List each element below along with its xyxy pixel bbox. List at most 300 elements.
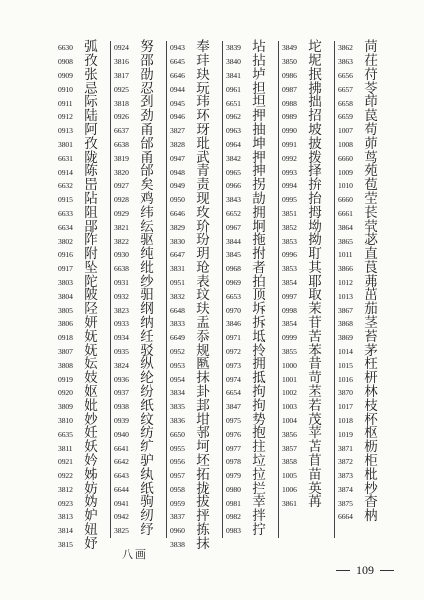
entry-character: 玠 — [196, 218, 210, 235]
entry-character: 玫 — [196, 204, 210, 221]
entry-code: 0937 — [114, 388, 129, 398]
entry-character: 矣 — [140, 177, 154, 194]
entry-code: 3824 — [114, 360, 129, 370]
entry-code: 3808 — [58, 360, 73, 370]
entry-character: 环 — [196, 108, 210, 125]
entry-character: 枥 — [364, 439, 378, 456]
entry-code: 3803 — [58, 277, 73, 287]
entry-code: 0931 — [114, 277, 129, 287]
entry-code: 0925 — [114, 84, 129, 94]
entry-code: 1007 — [338, 126, 353, 136]
entry-character: 妫 — [84, 494, 98, 511]
entry-character: 附 — [84, 246, 98, 263]
entry-code: 6638 — [114, 264, 129, 274]
entry-character: 坰 — [252, 218, 266, 235]
entry-character: 拆 — [252, 315, 266, 332]
entry-character: 枉 — [364, 356, 378, 373]
entry-code: 0920 — [58, 388, 73, 398]
entry-code: 0971 — [226, 333, 241, 343]
entry-character: 取 — [308, 287, 322, 304]
column-divider — [278, 41, 279, 538]
entry-code: 3822 — [114, 236, 129, 246]
entry-character: 劼 — [252, 190, 266, 207]
entry-character: 苤 — [308, 384, 322, 401]
entry-character: 坩 — [196, 411, 210, 428]
entry-code: 3807 — [58, 346, 73, 356]
entry-code: 0922 — [58, 471, 73, 481]
entry-character: 坷 — [196, 439, 210, 456]
entry-code: 1016 — [338, 374, 353, 384]
entry-character: 枢 — [364, 425, 378, 442]
entry-code: 1017 — [338, 402, 353, 412]
entry-character: 妣 — [84, 397, 98, 414]
entry-character: 纬 — [140, 204, 154, 221]
entry-code: 0960 — [170, 526, 185, 536]
entry-code: 0976 — [226, 429, 241, 439]
entry-character: 披 — [308, 135, 322, 152]
entry-code: 0990 — [282, 126, 297, 136]
entry-code: 6652 — [226, 208, 241, 218]
entry-code: 3847 — [226, 402, 241, 412]
entry-character: 忌 — [84, 80, 98, 97]
entry-character: 耶 — [308, 273, 322, 290]
entry-code: 0989 — [282, 112, 297, 122]
entry-character: 拙 — [308, 94, 322, 111]
entry-code: 0972 — [226, 346, 241, 356]
entry-code: 0929 — [114, 208, 129, 218]
entry-code: 0955 — [170, 443, 185, 453]
column-divider — [110, 41, 111, 538]
entry-character: 坤 — [252, 135, 266, 152]
entry-character: 责 — [196, 177, 210, 194]
entry-character: 苻 — [364, 66, 378, 83]
entry-code: 0950 — [170, 195, 185, 205]
entry-code: 6646 — [170, 70, 185, 80]
entry-code: 3853 — [282, 236, 297, 246]
entry-character: 驳 — [140, 342, 154, 359]
entry-character: 押 — [252, 149, 266, 166]
entry-code: 3809 — [58, 402, 73, 412]
entry-character: 坭 — [308, 52, 322, 69]
entry-character: 若 — [308, 397, 322, 414]
entry-character: 盂 — [196, 315, 210, 332]
entry-character: 武 — [196, 149, 210, 166]
entry-code: 0994 — [282, 181, 297, 191]
entry-character: 林 — [364, 384, 378, 401]
entry-character: 努 — [140, 39, 154, 56]
entry-code: 0908 — [58, 57, 73, 67]
index-entry — [338, 510, 379, 524]
entry-character: 纳 — [140, 315, 154, 332]
entry-code: 6664 — [338, 512, 353, 522]
entry-code: 3864 — [338, 222, 353, 232]
entry-code: 0933 — [114, 319, 129, 329]
entry-code: 1013 — [338, 291, 353, 301]
entry-character: 招 — [308, 108, 322, 125]
index-column-4 — [226, 41, 267, 538]
entry-character: 忍 — [140, 80, 154, 97]
entry-character: 忝 — [196, 328, 210, 345]
entry-character: 茉 — [308, 301, 322, 318]
entry-code: 0965 — [226, 167, 241, 177]
entry-character: 拘 — [252, 384, 266, 401]
entry-code: 0945 — [170, 98, 185, 108]
entry-code: 3851 — [282, 208, 297, 218]
entry-code: 0963 — [226, 126, 241, 136]
entry-code: 0947 — [170, 153, 185, 163]
entry-character: 苘 — [364, 39, 378, 56]
entry-code: 6634 — [58, 222, 73, 232]
entry-code: 0998 — [282, 305, 297, 315]
entry-character: 抿 — [308, 66, 322, 83]
entry-code: 3854 — [282, 277, 297, 287]
entry-code: 6661 — [338, 208, 353, 218]
entry-code: 0978 — [226, 457, 241, 467]
entry-character: 苫 — [308, 439, 322, 456]
entry-character: 纸 — [140, 480, 154, 497]
entry-code: 3842 — [226, 153, 241, 163]
entry-code: 0921 — [58, 457, 73, 467]
index-column-5 — [282, 41, 323, 510]
entry-code: 3871 — [338, 443, 353, 453]
entry-code: 0970 — [226, 305, 241, 315]
entry-character: 玟 — [196, 287, 210, 304]
index-column-3 — [170, 41, 211, 551]
entry-code: 3867 — [338, 305, 353, 315]
entry-character: 驱 — [140, 232, 154, 249]
entry-character: 拂 — [308, 80, 322, 97]
entry-character: 枝 — [364, 397, 378, 414]
entry-code: 3831 — [170, 264, 185, 274]
entry-character: 妊 — [84, 425, 98, 442]
entry-code: 0991 — [282, 139, 297, 149]
entry-code: 0973 — [226, 360, 241, 370]
entry-character: 纾 — [140, 522, 154, 539]
entry-character: 妨 — [84, 480, 98, 497]
entry-character: 抵 — [252, 370, 266, 387]
entry-code: 0958 — [170, 484, 185, 494]
entry-code: 6656 — [338, 70, 353, 80]
entry-code: 3823 — [114, 305, 129, 315]
entry-code: 0997 — [282, 291, 297, 301]
entry-character: 玥 — [196, 246, 210, 263]
entry-code: 3861 — [282, 498, 297, 508]
entry-character: 拎 — [252, 342, 266, 359]
entry-character: 纶 — [140, 370, 154, 387]
entry-code: 1014 — [338, 346, 353, 356]
entry-character: 坯 — [196, 453, 210, 470]
entry-code: 0975 — [226, 415, 241, 425]
entry-character: 玞 — [196, 301, 210, 318]
entry-character: 坨 — [308, 39, 322, 56]
entry-code: 1001 — [282, 374, 297, 384]
entry-code: 0938 — [114, 402, 129, 412]
entry-character: 茆 — [364, 135, 378, 152]
entry-character: 杪 — [364, 480, 378, 497]
entry-code: 3865 — [338, 236, 353, 246]
entry-code: 0952 — [170, 346, 185, 356]
entry-character: 姊 — [84, 466, 98, 483]
entry-character: 妤 — [84, 535, 98, 552]
entry-code: 6644 — [114, 484, 129, 494]
column-divider — [334, 41, 335, 538]
entry-code: 3811 — [58, 443, 73, 453]
entry-code: 0974 — [226, 374, 241, 384]
entry-character: 现 — [196, 190, 210, 207]
entry-code: 6654 — [226, 388, 241, 398]
entry-character: 陉 — [84, 301, 98, 318]
entry-code: 0934 — [114, 333, 129, 343]
entry-code: 0909 — [58, 70, 73, 80]
entry-code: 0959 — [170, 498, 185, 508]
entry-character: 郘 — [84, 218, 98, 235]
entry-code: 3869 — [338, 333, 353, 343]
entry-code: 3853 — [282, 264, 297, 274]
entry-code: 3837 — [170, 512, 185, 522]
index-entry — [170, 535, 211, 552]
entry-code: 0923 — [58, 498, 73, 508]
entry-code: 3839 — [226, 43, 241, 53]
index-entry — [114, 524, 155, 538]
entry-code: 3806 — [58, 319, 73, 329]
entry-code: 0910 — [58, 84, 73, 94]
entry-character: 张 — [84, 66, 98, 83]
entry-code: 3844 — [226, 236, 241, 246]
entry-code: 0969 — [226, 277, 241, 287]
entry-character: 苓 — [364, 80, 378, 97]
entry-character: 纯 — [140, 246, 154, 263]
entry-code: 0916 — [58, 250, 73, 260]
entry-character: 玢 — [196, 232, 210, 249]
entry-character: 纩 — [140, 439, 154, 456]
entry-character: 拧 — [252, 522, 266, 539]
entry-character: 枅 — [364, 370, 378, 387]
entry-character: 邰 — [140, 163, 154, 180]
entry-code: 3810 — [58, 415, 73, 425]
column-divider — [222, 41, 223, 538]
entry-character: 劭 — [140, 66, 154, 83]
entry-character: 妪 — [84, 384, 98, 401]
entry-character: 杳 — [364, 494, 378, 511]
column-divider — [166, 41, 167, 538]
entry-character: 玮 — [196, 94, 210, 111]
entry-code: 3817 — [114, 70, 129, 80]
entry-character: 纱 — [140, 273, 154, 290]
entry-character: 阿 — [84, 121, 98, 138]
entry-character: 苔 — [364, 328, 378, 345]
entry-character: 陇 — [84, 149, 98, 166]
entry-code: 0917 — [58, 264, 73, 274]
entry-code: 3852 — [282, 222, 297, 232]
entry-code: 3874 — [338, 484, 353, 494]
entry-code: 3843 — [226, 195, 241, 205]
entry-code: 0964 — [226, 139, 241, 149]
entry-code: 3801 — [58, 139, 73, 149]
entry-code: 3833 — [170, 319, 185, 329]
entry-character: 者 — [252, 259, 266, 276]
entry-character: 势 — [252, 411, 266, 428]
entry-character: 茎 — [364, 315, 378, 332]
entry-character: 孜 — [84, 135, 98, 152]
entry-code: 6660 — [338, 195, 353, 205]
entry-character: 拈 — [252, 52, 266, 69]
entry-character: 苒 — [308, 494, 322, 511]
entry-code: 0926 — [114, 112, 129, 122]
entry-code: 3854 — [282, 319, 297, 329]
entry-code: 3840 — [226, 57, 241, 67]
entry-character: 陀 — [84, 273, 98, 290]
entry-character: 妓 — [84, 370, 98, 387]
entry-code: 0936 — [114, 374, 129, 384]
entry-code: 0996 — [282, 250, 297, 260]
entry-character: 劲 — [140, 108, 154, 125]
entry-code: 0919 — [58, 374, 73, 384]
entry-character: 玭 — [196, 135, 210, 152]
entry-character: 苟 — [364, 121, 378, 138]
entry-character: 抬 — [308, 190, 322, 207]
entry-character: 妒 — [84, 508, 98, 525]
entry-character: 纲 — [140, 301, 154, 318]
entry-character: 茚 — [364, 94, 378, 111]
entry-character: 纵 — [140, 356, 154, 373]
entry-character: 妩 — [84, 342, 98, 359]
entry-code: 0993 — [282, 167, 297, 177]
entry-code: 3834 — [170, 388, 185, 398]
entry-code: 3873 — [338, 471, 353, 481]
entry-code: 3872 — [338, 457, 353, 467]
entry-code: 1018 — [338, 415, 353, 425]
entry-code: 3812 — [58, 484, 73, 494]
entry-code: 0979 — [226, 471, 241, 481]
index-column-6 — [338, 41, 379, 524]
entry-code: 6647 — [170, 250, 185, 260]
entry-code: 0957 — [170, 471, 185, 481]
entry-character: 押 — [252, 108, 266, 125]
index-column-1 — [58, 41, 99, 551]
entry-code: 0911 — [58, 98, 73, 108]
entry-character: 抽 — [252, 121, 266, 138]
entry-code: 1006 — [282, 484, 297, 494]
entry-code: 3866 — [338, 264, 353, 274]
entry-code: 6658 — [338, 98, 353, 108]
entry-code: 1009 — [338, 167, 353, 177]
section-heading-eight-strokes: 八画 — [122, 548, 148, 561]
entry-code: 0977 — [226, 443, 241, 453]
entry-code: 0968 — [226, 264, 241, 274]
entry-character: 甬 — [140, 121, 154, 138]
entry-code: 3819 — [114, 153, 129, 163]
entry-code: 3857 — [282, 443, 297, 453]
entry-character: 茄 — [364, 301, 378, 318]
entry-character: 茕 — [364, 218, 378, 235]
entry-code: 0942 — [114, 512, 129, 522]
entry-character: 邰 — [140, 135, 154, 152]
entry-code: 3855 — [282, 346, 297, 356]
entry-character: 坡 — [308, 121, 322, 138]
entry-character: 邽 — [196, 397, 210, 414]
entry-code: 0983 — [226, 526, 241, 536]
entry-character: 枘 — [364, 508, 378, 525]
entry-character: 阻 — [84, 204, 98, 221]
entry-code: 0924 — [114, 43, 129, 53]
entry-code: 0966 — [226, 181, 241, 191]
entry-character: 苞 — [364, 177, 378, 194]
entry-code: 0987 — [282, 84, 297, 94]
entry-character: 拦 — [252, 480, 266, 497]
entry-code: 3815 — [58, 540, 73, 550]
entry-character: 纰 — [140, 259, 154, 276]
entry-code: 6637 — [114, 126, 129, 136]
entry-code: 0982 — [226, 512, 241, 522]
entry-code: 0953 — [170, 360, 185, 370]
entry-character: 匦 — [196, 356, 210, 373]
entry-code: 6648 — [170, 305, 185, 315]
entry-code: 3814 — [58, 526, 73, 536]
entry-character: 甬 — [140, 149, 154, 166]
entry-character: 抹 — [196, 370, 210, 387]
entry-code: 6659 — [338, 112, 353, 122]
entry-code: 0962 — [226, 112, 241, 122]
entry-code: 1005 — [282, 471, 297, 481]
entry-character: 陈 — [84, 163, 98, 180]
entry-character: 妘 — [84, 356, 98, 373]
entry-code: 0928 — [114, 195, 129, 205]
entry-character: 抱 — [252, 425, 266, 442]
entry-character: 苛 — [308, 370, 322, 387]
index-column-2 — [114, 41, 155, 538]
entry-character: 妍 — [84, 315, 98, 332]
entry-code: 6632 — [58, 181, 73, 191]
entry-code: 3828 — [170, 139, 185, 149]
entry-code: 0932 — [114, 291, 129, 301]
entry-code: 1011 — [338, 250, 353, 260]
entry-character: 驴 — [140, 453, 154, 470]
entry-code: 0954 — [170, 374, 185, 384]
entry-code: 6638 — [114, 139, 129, 149]
entry-code: 0948 — [170, 167, 185, 177]
entry-character: 苠 — [364, 108, 378, 125]
entry-character: 拌 — [252, 508, 266, 525]
entry-character: 抨 — [196, 508, 210, 525]
entry-character: 阽 — [84, 190, 98, 207]
entry-character: 妗 — [84, 453, 98, 470]
entry-character: 妩 — [84, 328, 98, 345]
entry-code: 6650 — [170, 429, 185, 439]
entry-character: 垆 — [252, 66, 266, 83]
entry-character: 纫 — [140, 508, 154, 525]
entry-character: 表 — [196, 273, 210, 290]
entry-character: 纷 — [140, 384, 154, 401]
entry-code: 3858 — [282, 457, 297, 467]
entry-character: 拉 — [252, 466, 266, 483]
entry-code: 0980 — [226, 484, 241, 494]
entry-code: 3835 — [170, 402, 185, 412]
entry-character: 拖 — [252, 232, 266, 249]
entry-character: 邵 — [140, 52, 154, 69]
entry-code: 6630 — [58, 43, 73, 53]
entry-code: 0949 — [170, 181, 185, 191]
entry-character: 阼 — [84, 232, 98, 249]
entry-code: 3862 — [338, 43, 353, 53]
entry-code: 0935 — [114, 346, 129, 356]
page-number-dash-right — [380, 570, 394, 571]
entry-code: 3825 — [114, 526, 129, 536]
entry-code: 0941 — [114, 498, 129, 508]
entry-character: 苹 — [308, 425, 322, 442]
entry-character: 规 — [196, 342, 210, 359]
entry-character: 拍 — [252, 273, 266, 290]
entry-code: 6643 — [114, 471, 129, 481]
